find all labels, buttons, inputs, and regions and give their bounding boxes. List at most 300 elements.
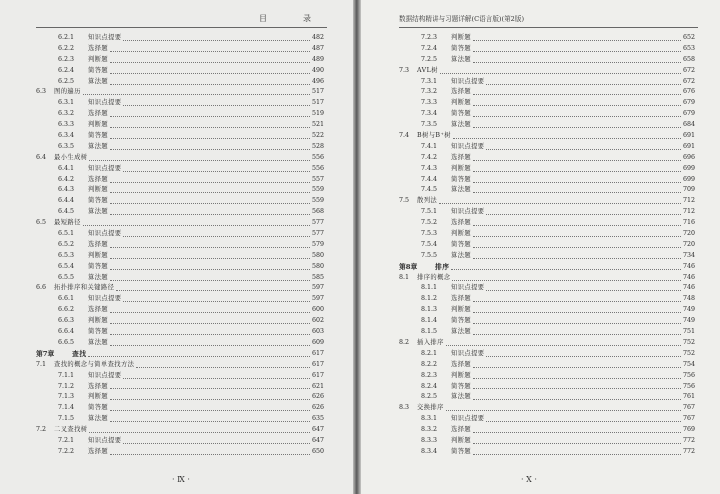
toc-entry bbox=[399, 120, 695, 131]
toc-entry-title: 简答题 bbox=[88, 404, 109, 412]
toc-entry-title: 选择题 bbox=[451, 426, 472, 434]
toc-entry bbox=[36, 120, 324, 131]
toc-entry-title: 算法题 bbox=[451, 55, 472, 63]
toc-entry-number: 6.3.1 bbox=[58, 99, 75, 107]
toc-entry-number: 7.5 bbox=[399, 197, 410, 205]
toc-entry-title: 算法题 bbox=[451, 121, 472, 129]
toc-entry bbox=[36, 98, 324, 109]
toc-entry bbox=[399, 66, 695, 77]
toc-entry-page: 734 bbox=[682, 251, 695, 259]
toc-entry bbox=[399, 414, 695, 425]
dot-leader bbox=[110, 213, 310, 215]
toc-entry-title: 简答题 bbox=[451, 110, 472, 118]
toc-entry-page: 751 bbox=[682, 328, 695, 336]
toc-entry bbox=[36, 175, 324, 186]
toc-entry-number: 8.1.5 bbox=[421, 328, 438, 336]
book-gutter bbox=[353, 0, 361, 494]
toc-entry-page: 556 bbox=[311, 164, 324, 172]
left-page bbox=[0, 0, 353, 494]
toc-entry-page: 749 bbox=[682, 317, 695, 325]
toc-entry bbox=[399, 33, 695, 44]
toc-entry-title: 判断题 bbox=[88, 186, 109, 194]
toc-entry-page: 626 bbox=[311, 393, 324, 401]
toc-entry-page: 676 bbox=[682, 88, 695, 96]
toc-entry bbox=[36, 371, 324, 382]
toc-entry-page: 658 bbox=[682, 55, 695, 63]
toc-entry-page: 609 bbox=[311, 338, 324, 346]
toc-entry-page: 482 bbox=[311, 34, 324, 41]
toc-entry-page: 756 bbox=[682, 371, 695, 379]
toc-entry bbox=[36, 207, 324, 218]
dot-leader bbox=[473, 387, 681, 389]
dot-leader bbox=[440, 72, 681, 74]
toc-entry bbox=[36, 327, 324, 338]
toc-entry-number: 7.4 bbox=[399, 132, 410, 140]
toc-entry-page: 672 bbox=[682, 77, 695, 85]
toc-entry-page: 696 bbox=[682, 153, 695, 161]
toc-entry-number: 7.3.5 bbox=[421, 121, 438, 129]
dot-leader bbox=[123, 170, 309, 172]
toc-entry-title: 查找的概念与简单查找方法 bbox=[54, 360, 135, 368]
dot-leader bbox=[110, 191, 310, 193]
toc-entry-title: 最短路径 bbox=[54, 219, 81, 227]
toc-entry-number: 6.4.2 bbox=[58, 175, 75, 183]
toc-entry-title: 选择题 bbox=[88, 306, 109, 314]
right-page bbox=[361, 0, 720, 494]
toc-entry-title: 知识点提要 bbox=[88, 295, 122, 303]
toc-entry bbox=[399, 436, 695, 447]
dot-leader bbox=[136, 366, 310, 368]
toc-entry bbox=[399, 218, 695, 229]
page-number: · Ⅸ · bbox=[172, 475, 190, 484]
toc-entry-page: 556 bbox=[311, 153, 324, 161]
toc-entry-page: 580 bbox=[311, 262, 324, 270]
toc-entry-page: 772 bbox=[682, 447, 695, 455]
toc-entry bbox=[36, 142, 324, 153]
dot-leader bbox=[473, 431, 681, 433]
toc-list bbox=[36, 33, 324, 458]
toc-entry-number: 8.2 bbox=[399, 338, 410, 346]
toc-entry bbox=[399, 240, 695, 251]
dot-leader bbox=[446, 344, 681, 346]
toc-entry bbox=[36, 392, 324, 403]
toc-entry-title: 知识点提要 bbox=[451, 77, 485, 85]
toc-entry-page: 769 bbox=[682, 426, 695, 434]
dot-leader bbox=[473, 170, 681, 172]
dot-leader bbox=[486, 148, 680, 150]
dot-leader bbox=[89, 159, 309, 161]
toc-entry bbox=[36, 153, 324, 164]
toc-entry-title: 算法题 bbox=[88, 142, 109, 150]
toc-entry-number: 7.5.1 bbox=[421, 208, 438, 216]
dot-leader bbox=[473, 115, 681, 117]
toc-entry bbox=[36, 77, 324, 88]
dot-leader bbox=[88, 355, 310, 357]
toc-entry-title: 简答题 bbox=[88, 132, 109, 140]
toc-entry-page: 517 bbox=[311, 99, 324, 107]
toc-entry-title: 知识点提要 bbox=[88, 34, 122, 41]
dot-leader bbox=[473, 224, 681, 226]
toc-entry-number: 6.5.1 bbox=[58, 230, 75, 238]
toc-entry bbox=[36, 33, 324, 44]
toc-entry-page: 756 bbox=[682, 382, 695, 390]
toc-entry-page: 720 bbox=[682, 230, 695, 238]
toc-entry-title: 简答题 bbox=[451, 44, 472, 52]
toc-entry-page: 603 bbox=[311, 328, 324, 336]
toc-entry bbox=[399, 55, 695, 66]
toc-entry-title: 排序的概念 bbox=[417, 273, 451, 281]
dot-leader bbox=[110, 50, 310, 52]
dot-leader bbox=[83, 224, 310, 226]
toc-entry-number: 6.4.1 bbox=[58, 164, 75, 172]
toc-entry bbox=[36, 382, 324, 393]
toc-entry-page: 626 bbox=[311, 404, 324, 412]
toc-entry-page: 772 bbox=[682, 436, 695, 444]
dot-leader bbox=[110, 279, 310, 281]
dot-leader bbox=[116, 289, 310, 291]
toc-list bbox=[399, 33, 695, 458]
toc-entry-title: 简答题 bbox=[88, 66, 109, 74]
dot-leader bbox=[110, 322, 310, 324]
toc-entry-page: 653 bbox=[682, 44, 695, 52]
toc-entry bbox=[36, 44, 324, 55]
header-rule bbox=[36, 27, 327, 28]
toc-entry-page: 621 bbox=[311, 382, 324, 390]
toc-entry-title: 查找 bbox=[72, 349, 87, 358]
toc-entry-page: 568 bbox=[311, 208, 324, 216]
toc-entry bbox=[36, 360, 324, 371]
dot-leader bbox=[110, 409, 310, 411]
toc-entry bbox=[399, 196, 695, 207]
dot-leader bbox=[473, 311, 681, 313]
toc-entry-title: 选择题 bbox=[88, 240, 109, 248]
toc-entry-number: 7.3 bbox=[399, 66, 410, 74]
toc-entry-title: 知识点提要 bbox=[88, 164, 122, 172]
toc-entry-number: 6.6.2 bbox=[58, 306, 75, 314]
toc-entry bbox=[36, 251, 324, 262]
toc-entry-number: 6.5.2 bbox=[58, 240, 75, 248]
toc-entry-title: 简答题 bbox=[451, 382, 472, 390]
dot-leader bbox=[446, 409, 681, 411]
toc-entry bbox=[399, 305, 695, 316]
dot-leader bbox=[473, 126, 681, 128]
toc-entry-title: 交换排序 bbox=[417, 404, 444, 412]
toc-entry-number: 7.1.4 bbox=[58, 404, 75, 412]
dot-leader bbox=[123, 39, 309, 41]
toc-entry bbox=[399, 229, 695, 240]
toc-entry-number: 8.1.3 bbox=[421, 306, 438, 314]
toc-entry-page: 557 bbox=[311, 175, 324, 183]
toc-entry-number: 8.1.1 bbox=[421, 284, 438, 292]
toc-entry-number: 6.6.4 bbox=[58, 328, 75, 336]
toc-entry bbox=[36, 283, 324, 294]
toc-entry-number: 7.1.1 bbox=[58, 371, 75, 379]
dot-leader bbox=[452, 279, 680, 281]
toc-entry-page: 580 bbox=[311, 251, 324, 259]
toc-entry-title: 简答题 bbox=[451, 240, 472, 248]
toc-entry-number: 7.5.4 bbox=[421, 240, 438, 248]
toc-entry-number: 6.4.5 bbox=[58, 208, 75, 216]
toc-entry-title: 简答题 bbox=[451, 447, 472, 455]
dot-leader bbox=[110, 202, 310, 204]
dot-leader bbox=[439, 202, 681, 204]
dot-leader bbox=[473, 235, 681, 237]
toc-entry-number: 6.4.3 bbox=[58, 186, 75, 194]
toc-entry-title: 算法题 bbox=[451, 393, 472, 401]
dot-leader bbox=[473, 366, 681, 368]
toc-entry-title: 算法题 bbox=[451, 328, 472, 336]
toc-entry-number: 7.1 bbox=[36, 360, 47, 368]
toc-entry-title: 判断题 bbox=[451, 34, 472, 41]
dot-leader bbox=[473, 333, 681, 335]
toc-entry-number: 7.2.3 bbox=[421, 34, 438, 41]
toc-entry bbox=[36, 316, 324, 327]
toc-entry bbox=[36, 436, 324, 447]
toc-entry-number: 7.3.4 bbox=[421, 110, 438, 118]
toc-entry-number: 6.3.3 bbox=[58, 121, 75, 129]
toc-entry-title: 算法题 bbox=[88, 273, 109, 281]
toc-entry bbox=[399, 87, 695, 98]
toc-entry-number: 7.2.1 bbox=[58, 436, 75, 444]
toc-entry-number: 6.5.4 bbox=[58, 262, 75, 270]
toc-entry bbox=[36, 425, 324, 436]
toc-entry-title: 判断题 bbox=[451, 230, 472, 238]
toc-entry bbox=[399, 273, 695, 284]
toc-entry bbox=[399, 251, 695, 262]
toc-entry bbox=[36, 240, 324, 251]
dot-leader bbox=[123, 235, 309, 237]
toc-entry-title: 算法题 bbox=[88, 415, 109, 423]
toc-entry-title: 判断题 bbox=[88, 55, 109, 63]
toc-entry-title: 选择题 bbox=[451, 88, 472, 96]
toc-entry bbox=[399, 262, 695, 273]
toc-entry-page: 519 bbox=[311, 110, 324, 118]
dot-leader bbox=[110, 268, 310, 270]
toc-entry-number: 7.1.3 bbox=[58, 393, 75, 401]
dot-leader bbox=[473, 300, 681, 302]
toc-entry-number: 8.3.1 bbox=[421, 415, 438, 423]
toc-entry-page: 647 bbox=[311, 426, 324, 434]
dot-leader bbox=[110, 453, 310, 455]
toc-entry-page: 585 bbox=[311, 273, 324, 281]
toc-entry-number: 6.2.2 bbox=[58, 44, 75, 52]
toc-entry-number: 7.2.4 bbox=[421, 44, 438, 52]
toc-entry-page: 496 bbox=[311, 77, 324, 85]
dot-leader bbox=[123, 300, 309, 302]
toc-entry-page: 684 bbox=[682, 121, 695, 129]
toc-entry-title: 插入排序 bbox=[417, 338, 444, 346]
toc-entry-page: 600 bbox=[311, 306, 324, 314]
toc-entry-title: 简答题 bbox=[88, 328, 109, 336]
toc-entry bbox=[36, 338, 324, 349]
running-head: 数据结构精讲与习题详解(C语言版)(第2版) bbox=[399, 15, 525, 23]
dot-leader bbox=[110, 115, 310, 117]
dot-leader bbox=[110, 181, 310, 183]
toc-entry-page: 712 bbox=[682, 197, 695, 205]
dot-leader bbox=[473, 181, 681, 183]
toc-entry-title: 知识点提要 bbox=[451, 142, 485, 150]
dot-leader bbox=[473, 159, 681, 161]
toc-entry-title: 散列法 bbox=[417, 197, 438, 205]
toc-entry-title: 判断题 bbox=[451, 371, 472, 379]
toc-entry-title: 算法题 bbox=[451, 251, 472, 259]
toc-entry bbox=[399, 77, 695, 88]
toc-entry-number: 6.2.4 bbox=[58, 66, 75, 74]
toc-entry-number: 6.6.1 bbox=[58, 295, 75, 303]
toc-entry-title: 简答题 bbox=[451, 317, 472, 325]
toc-entry-page: 635 bbox=[311, 415, 324, 423]
toc-entry-title: 拓扑排序和关键路径 bbox=[54, 284, 115, 292]
toc-entry-page: 579 bbox=[311, 240, 324, 248]
toc-entry-title: 算法题 bbox=[88, 338, 109, 346]
toc-entry-number: 7.2.5 bbox=[421, 55, 438, 63]
toc-entry-page: 522 bbox=[311, 132, 324, 140]
toc-entry-title: 选择题 bbox=[451, 295, 472, 303]
header-rule bbox=[399, 27, 698, 28]
toc-entry-page: 559 bbox=[311, 186, 324, 194]
toc-entry-title: 知识点提要 bbox=[88, 99, 122, 107]
dot-leader bbox=[473, 191, 681, 193]
dot-leader bbox=[110, 311, 310, 313]
toc-entry-title: 判断题 bbox=[451, 164, 472, 172]
toc-entry-number: 8.2.3 bbox=[421, 371, 438, 379]
toc-entry bbox=[36, 164, 324, 175]
toc-entry-title: 选择题 bbox=[88, 44, 109, 52]
dot-leader bbox=[83, 93, 310, 95]
toc-entry bbox=[36, 55, 324, 66]
toc-entry bbox=[36, 196, 324, 207]
toc-entry-number: 8.2.4 bbox=[421, 382, 438, 390]
dot-leader bbox=[123, 104, 309, 106]
toc-entry-title: 判断题 bbox=[88, 317, 109, 325]
toc-entry bbox=[36, 447, 324, 458]
toc-entry-number: 6.3 bbox=[36, 88, 47, 96]
toc-entry bbox=[36, 294, 324, 305]
toc-entry-number: 7.3.1 bbox=[421, 77, 438, 85]
toc-entry-number: 8.3.2 bbox=[421, 426, 438, 434]
toc-entry bbox=[399, 338, 695, 349]
toc-entry-title: 选择题 bbox=[88, 110, 109, 118]
toc-entry-page: 577 bbox=[311, 219, 324, 227]
toc-entry bbox=[36, 218, 324, 229]
running-head: 目 录 bbox=[259, 14, 325, 23]
toc-entry-title: 排序 bbox=[435, 262, 450, 271]
toc-entry-page: 679 bbox=[682, 99, 695, 107]
toc-entry-number: 6.2.1 bbox=[58, 34, 75, 41]
toc-entry bbox=[36, 305, 324, 316]
toc-entry-number: 7.2 bbox=[36, 426, 47, 434]
toc-entry bbox=[36, 109, 324, 120]
toc-entry-number: 8.1.2 bbox=[421, 295, 438, 303]
toc-entry-number: 7.1.5 bbox=[58, 415, 75, 423]
toc-entry-page: 597 bbox=[311, 284, 324, 292]
dot-leader bbox=[486, 420, 680, 422]
toc-entry-number: 7.4.3 bbox=[421, 164, 438, 172]
dot-leader bbox=[110, 61, 310, 63]
toc-entry-title: 算法题 bbox=[451, 186, 472, 194]
toc-entry-number: 第7章 bbox=[36, 349, 55, 358]
toc-entry-page: 528 bbox=[311, 142, 324, 150]
toc-entry bbox=[36, 185, 324, 196]
toc-entry-page: 559 bbox=[311, 197, 324, 205]
dot-leader bbox=[486, 213, 680, 215]
toc-entry-number: 6.5.3 bbox=[58, 251, 75, 259]
toc-entry-title: 判断题 bbox=[451, 306, 472, 314]
toc-entry-title: 二叉查找树 bbox=[54, 426, 88, 434]
toc-entry bbox=[399, 360, 695, 371]
toc-entry bbox=[399, 294, 695, 305]
toc-entry-number: 7.5.2 bbox=[421, 219, 438, 227]
dot-leader bbox=[110, 137, 310, 139]
toc-entry bbox=[36, 349, 324, 360]
dot-leader bbox=[473, 61, 681, 63]
toc-entry-number: 7.4.5 bbox=[421, 186, 438, 194]
dot-leader bbox=[473, 398, 681, 400]
toc-entry bbox=[36, 66, 324, 77]
toc-entry-title: 判断题 bbox=[88, 121, 109, 129]
toc-entry-number: 8.1.4 bbox=[421, 317, 438, 325]
dot-leader bbox=[473, 50, 681, 52]
toc-entry-page: 617 bbox=[311, 349, 324, 357]
dot-leader bbox=[473, 453, 681, 455]
dot-leader bbox=[453, 137, 681, 139]
toc-entry bbox=[399, 185, 695, 196]
toc-entry-page: 489 bbox=[311, 55, 324, 63]
toc-entry-title: 选择题 bbox=[88, 447, 109, 455]
toc-entry-number: 6.6.3 bbox=[58, 317, 75, 325]
toc-entry-page: 699 bbox=[682, 175, 695, 183]
dot-leader bbox=[110, 257, 310, 259]
toc-entry-title: 判断题 bbox=[451, 436, 472, 444]
toc-entry-title: 选择题 bbox=[451, 153, 472, 161]
toc-entry-page: 709 bbox=[682, 186, 695, 194]
toc-entry bbox=[399, 316, 695, 327]
toc-entry-number: 6.3.2 bbox=[58, 110, 75, 118]
page-number: · Ⅹ · bbox=[521, 475, 537, 484]
toc-entry-title: 知识点提要 bbox=[88, 436, 122, 444]
toc-entry-page: 767 bbox=[682, 415, 695, 423]
toc-entry-title: 最小生成树 bbox=[54, 153, 88, 161]
toc-entry bbox=[36, 229, 324, 240]
dot-leader bbox=[110, 126, 310, 128]
toc-entry bbox=[399, 131, 695, 142]
toc-entry-number: 7.2.2 bbox=[58, 447, 75, 455]
toc-entry-page: 712 bbox=[682, 208, 695, 216]
toc-entry-page: 597 bbox=[311, 295, 324, 303]
toc-entry-number: 6.5.5 bbox=[58, 273, 75, 281]
toc-entry bbox=[36, 403, 324, 414]
toc-entry-page: 749 bbox=[682, 306, 695, 314]
dot-leader bbox=[110, 398, 310, 400]
toc-entry-title: 知识点提要 bbox=[451, 284, 485, 292]
dot-leader bbox=[486, 83, 680, 85]
toc-entry-title: 算法题 bbox=[88, 208, 109, 216]
dot-leader bbox=[473, 104, 681, 106]
toc-entry-title: 选择题 bbox=[451, 219, 472, 227]
toc-entry-page: 617 bbox=[311, 371, 324, 379]
toc-entry-number: 7.3.3 bbox=[421, 99, 438, 107]
toc-entry bbox=[399, 283, 695, 294]
toc-entry bbox=[399, 382, 695, 393]
dot-leader bbox=[110, 344, 310, 346]
toc-entry bbox=[399, 153, 695, 164]
toc-entry-number: 8.1 bbox=[399, 273, 410, 281]
toc-entry bbox=[399, 164, 695, 175]
toc-entry bbox=[36, 131, 324, 142]
toc-entry-page: 748 bbox=[682, 295, 695, 303]
dot-leader bbox=[123, 442, 309, 444]
toc-entry-page: 691 bbox=[682, 142, 695, 150]
